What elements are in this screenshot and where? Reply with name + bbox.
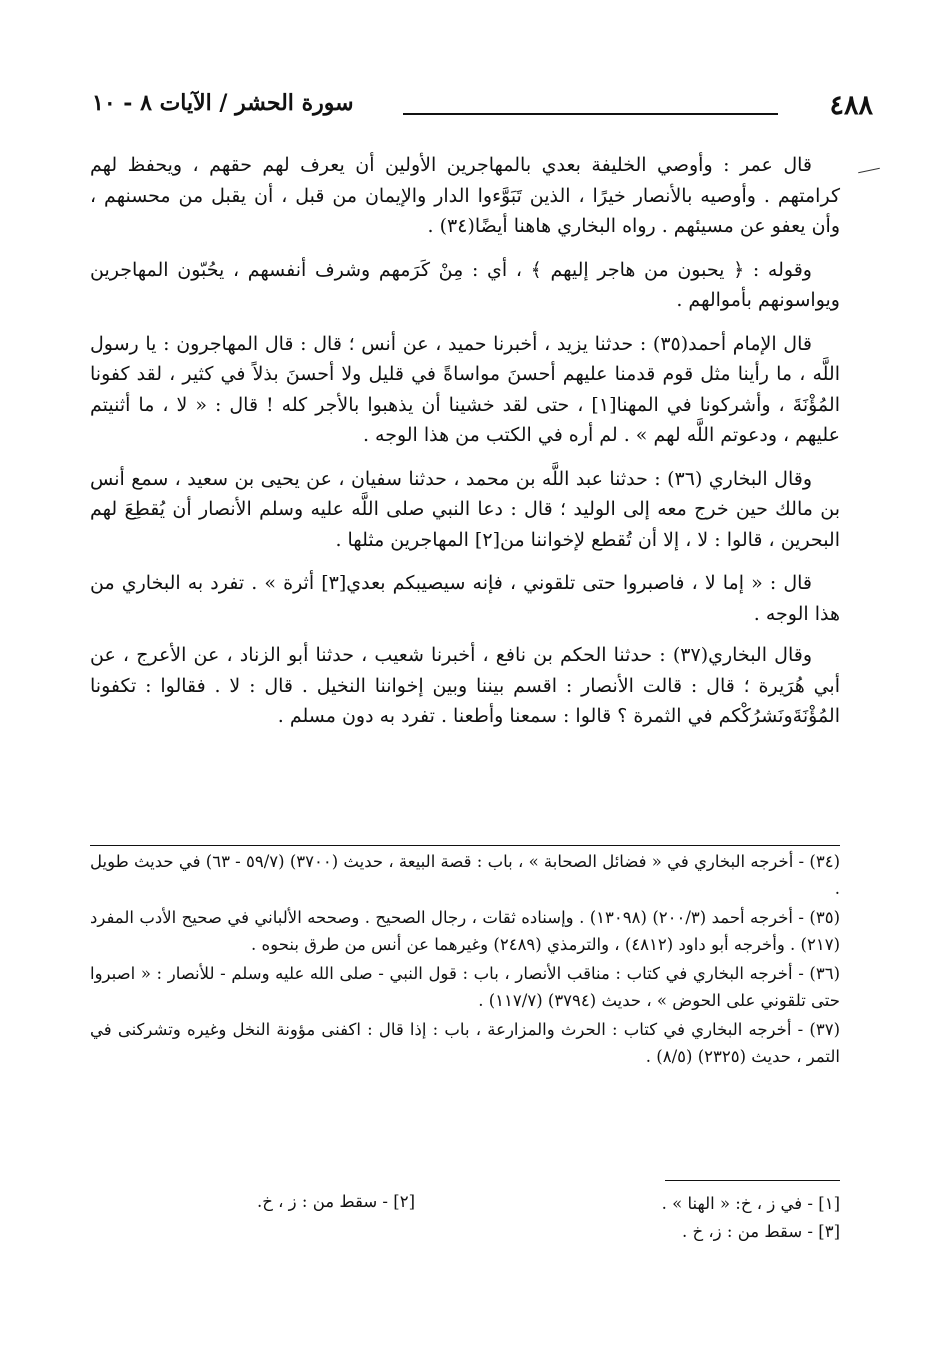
footnote: (٣٦) - أخرجه البخاري في كتاب : مناقب الأنصار ، باب : قول النبي - صلى الله عليه وسلم - للأنصار : « اصبروا حتى تلقوني على الحوض » ، حديث (٣٧٩٤) (١١٧/٧) .	[90, 964, 840, 1010]
footnotes	[90, 848, 840, 1072]
footnote-divider	[90, 845, 840, 846]
paragraph: قال الإمام أحمد(٣٥) : حدثنا يزيد ، أخبرنا حميد ، عن أنس ؛ قال : قال المهاجرون : يا رسول اللَّه ، ما رأينا مثل قوم قدمنا عليهم أحسنَ مواساةً في قليل ولا أحسنَ بذلاً في كثير ، لقد كفونا المُؤْنَةَ ، وأشركونا في المهنا[١] ، حتى لقد خشينا أن يذهبوا بالأجر كله ! قال : « لا ، ما أثنيتم عليهم ، ودعوتم اللَّه لهم » . لم أره في الكتب من هذا الوجه .	[90, 332, 840, 446]
paragraph: وقال البخاري (٣٦) : حدثنا عبد اللَّه بن محمد ، حدثنا سفيان ، عن يحيى بن سعيد ، سمع أنس بن مالك حين خرج معه إلى الوليد ؛ قال : دعا النبي صلى اللَّه عليه وسلم الأنصار أن يُقطِعَ لهم البحرين ، قالوا : لا ، إلا أن تُقطع لإخواننا من[٢] المهاجرين مثلها .	[90, 467, 840, 551]
paragraph: قال : « إما لا ، فاصبروا حتى تلقوني ، فإنه سيصيبكم بعدي[٣] أثرة » . تفرد به البخاري من هذا الوجه .	[90, 572, 840, 625]
variant-note: [٢] - سقط من : ز ، خ.	[256, 1192, 415, 1211]
paragraph: وقوله : ﴿ يحبون من هاجر إليهم ﴾ ، أي : مِنْ كَرَمهم وشرف أنفسهم ، يحُبّون المهاجرين ويواسونهم بأموالهم .	[90, 258, 840, 311]
main-text	[90, 150, 840, 745]
header-rule	[403, 113, 778, 115]
variant-note: [٣] - سقط من : ز، خ .	[681, 1222, 840, 1241]
footnote: (٣٧) - أخرجه البخاري في كتاب : الحرث والمزارعة ، باب : إذا قال : اكفنى مؤونة النخل وغيره وتشركنى في التمر ، حديث (٢٣٢٥) (٨/٥) .	[90, 1020, 840, 1066]
margin-mark	[858, 168, 880, 174]
footnote: (٣٥) - أخرجه أحمد (٢٠٠/٣) (١٣٠٩٨) . وإسناده ثقات ، رجال الصحيح . وصححه الألباني في صحيح الأدب المفرد (٢١٧) . وأخرجه أبو داود (٤٨١٢) ، والترمذي (٢٤٨٩) وغيرهما عن أنس من طرق بنحوه .	[90, 908, 840, 954]
running-title: سورة الحشر / الآيات ٨ - ١٠	[92, 90, 354, 116]
paragraph: وقال البخاري(٣٧) : حدثنا الحكم بن نافع ، أخبرنا شعيب ، حدثنا أبو الزناد ، عن الأعرج ، عن أبي هُرَيرة ؛ قال : قالت الأنصار : اقسم بيننا وبين إخواننا النخيل . قال : لا . فقالوا : تكفونا المُؤْنَةَونَشرُكْكم في الثمرة ؟ قالوا : سمعنا وأطعنا . تفرد به دون مسلم .	[90, 644, 840, 727]
paragraph: قال عمر : وأوصي الخليفة بعدي بالمهاجرين الأولين أن يعرف لهم حقهم ، ويحفظ لهم كرامتهم . وأوصيه بالأنصار خيرًا ، الذين تَبَوَّءوا الدار والإيمان من قبل ، أن يقبل من محسنهم ، وأن يعفو عن مسيئهم . رواه البخاري هاهنا أيضًا(٣٤) .	[90, 154, 840, 237]
footnote: (٣٤) - أخرجه البخاري في « فضائل الصحابة » ، باب : قصة البيعة ، حديث (٣٧٠٠) (٥٩/٧ - ٦٣) في حديث طويل .	[89, 852, 840, 898]
variant-notes	[90, 1190, 840, 1270]
page-number: ٤٨٨	[829, 90, 873, 121]
variant-notes-divider	[665, 1180, 840, 1181]
page-header	[92, 86, 873, 126]
variant-note: [١] - في ز ، خ: « الهنا » .	[661, 1194, 840, 1213]
